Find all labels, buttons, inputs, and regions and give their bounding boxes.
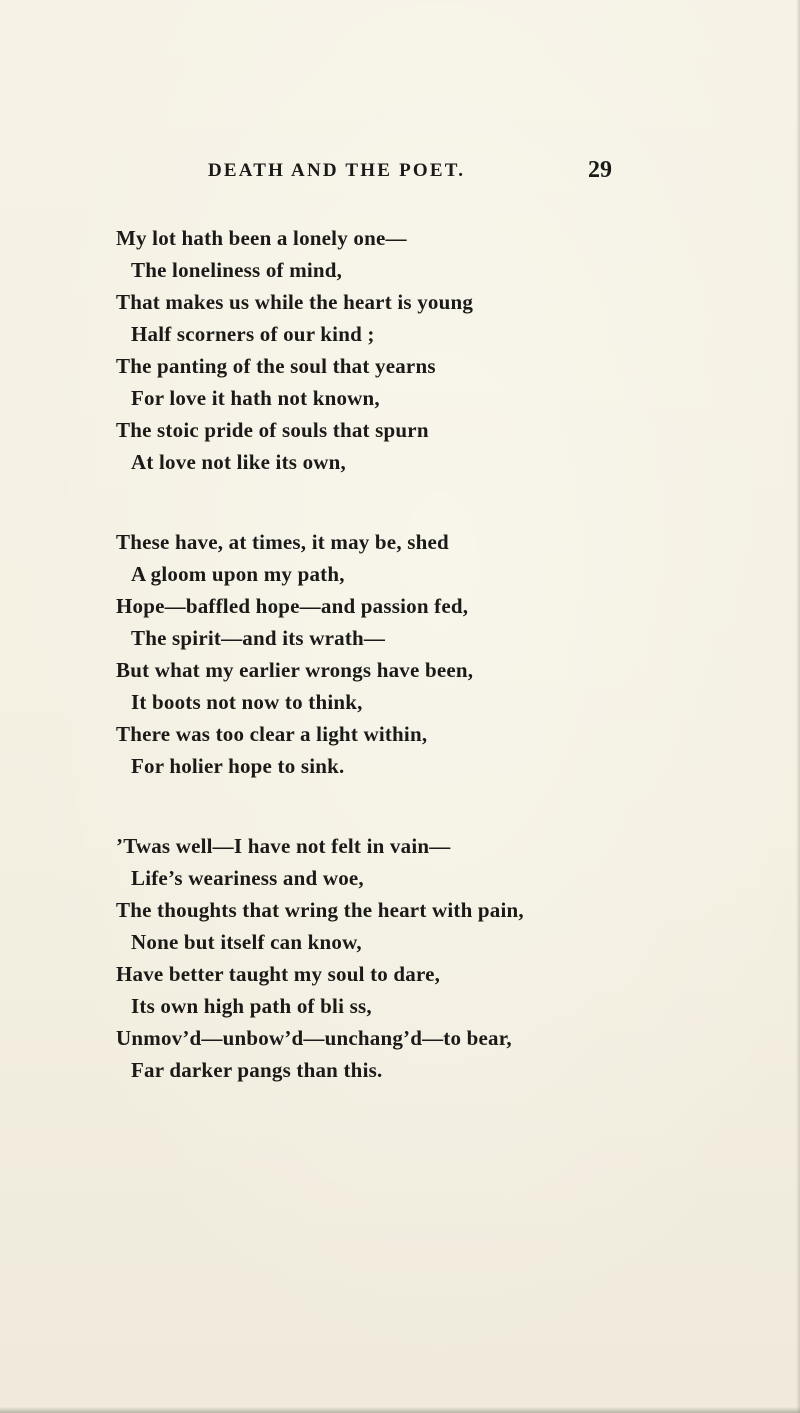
poem-line: Have better taught my soul to dare, — [116, 962, 441, 986]
page-number: 29 — [588, 157, 612, 183]
poem-line: Its own high path of bli ss, — [131, 994, 372, 1018]
poem-line: The panting of the soul that yearns — [116, 354, 436, 378]
poem-line: The stoic pride of souls that spurn — [116, 418, 429, 442]
poem-line: A gloom upon my path, — [131, 562, 345, 586]
poem-line: There was too clear a light within, — [116, 722, 428, 746]
poem-line: The spirit—and its wrath— — [131, 626, 386, 650]
page-edge-shadow — [796, 0, 800, 1413]
running-head — [208, 157, 612, 190]
poem-line: These have, at times, it may be, shed — [116, 530, 449, 554]
poem-line: ’Twas well—I have not felt in vain— — [116, 834, 451, 858]
poem-line: For holier hope to sink. — [131, 754, 345, 778]
poem-line: It boots not now to think, — [131, 690, 363, 714]
poem-line: Far darker pangs than this. — [131, 1058, 383, 1082]
poem-line: For love it hath not known, — [131, 386, 380, 410]
poem-line: My lot hath been a lonely one— — [116, 226, 407, 250]
page-bottom-edge — [0, 1407, 800, 1413]
running-title: DEATH AND THE POET. — [208, 160, 466, 181]
poem-line: But what my earlier wrongs have been, — [116, 658, 474, 682]
poem-line: At love not like its own, — [131, 450, 346, 474]
poem-line: Life’s weariness and woe, — [131, 866, 364, 890]
poem-line: Hope—baffled hope—and passion fed, — [116, 594, 469, 618]
poem-line: The thoughts that wring the heart with pain, — [116, 898, 524, 922]
poem-line: That makes us while the heart is young — [116, 290, 474, 314]
poem-line: Half scorners of our kind ; — [131, 322, 375, 346]
poem-line: None but itself can know, — [131, 930, 362, 954]
poem-line: The loneliness of mind, — [131, 258, 343, 282]
poem-line: Unmov’d—unbow’d—unchang’d—to bear, — [116, 1026, 512, 1050]
